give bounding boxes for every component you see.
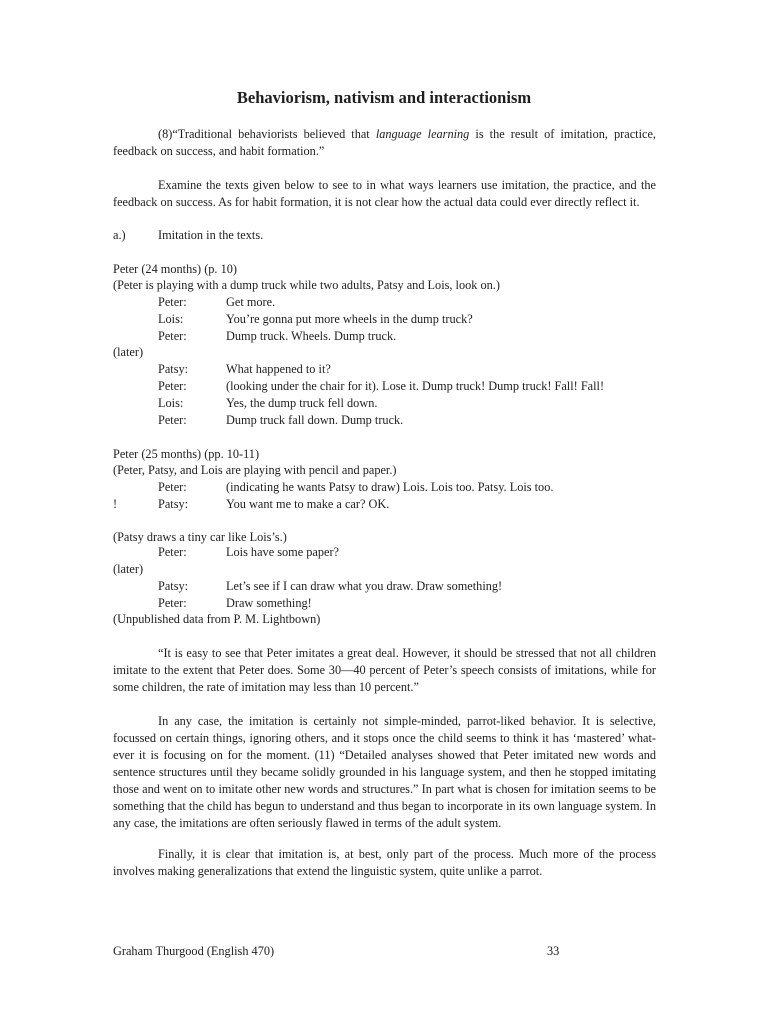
example2-later: (later) [113, 562, 144, 576]
example1-context: (Peter is playing with a dump truck while two adults, Patsy and Lois, look on.) [113, 278, 500, 292]
section-a-label: a.) [113, 228, 126, 242]
example2-heading: Peter (25 months) (pp. 10-11) [113, 447, 260, 461]
example1-later: (later) [113, 345, 144, 359]
footer-author: Graham Thurgood (English 470) [113, 944, 275, 958]
dialogue-speaker: Peter: [158, 379, 187, 393]
dialogue-speaker: Patsy: [158, 497, 189, 511]
dialogue-speaker: Peter: [158, 545, 187, 559]
dialogue-speaker: Peter: [158, 596, 187, 610]
dialogue-utterance: (looking under the chair for it). Lose it. Dump truck! Dump truck! Fall! Fall! [226, 379, 605, 393]
example1-heading: Peter (24 months) (p. 10) [113, 262, 237, 276]
paragraph-conclusion: Finally, it is clear that imitation is, at best, only part of the process. Much more of the process involves making generalizations that extend the linguistic system, quite unlike a parrot. [113, 847, 656, 878]
paragraph-imitation-rate: “It is easy to see that Peter imitates a great deal. However, it should be stressed that not all children imitate to the extent that Peter does. Some 30—40 percent of Peter’s speech consists of imitations, while for some children, the rate of imitation may less than 10 percent.” [113, 646, 656, 694]
dialogue-utterance: (indicating he wants Patsy to draw) Lois. Lois too. Patsy. Lois too. [226, 480, 554, 494]
page-title: Behaviorism, nativism and interactionism [236, 88, 532, 107]
dialogue-speaker: Peter: [158, 295, 187, 309]
intro-text-start: (8)“Traditional behaviorists believed that [158, 127, 376, 141]
dialogue-speaker: Lois: [158, 396, 184, 410]
dialogue-speaker: Lois: [158, 312, 184, 326]
paragraph-selective-imitation: In any case, the imitation is certainly not simple-minded, parrot-liked behavior. It is selective, focussed on certain things, ignoring others, and it stops once the child seems to think it has ‘mastered’ whatever it is focusing on for the moment. (11) “Detailed analyses showed that Peter imitated new words and sentence structures until they became solidly grounded in his language system, and then he stopped imitating those and went on to imitate other new words and structures.” In part what is chosen for imitation seems to be something that the child has begun to understand and thus began to incorporate in its own language system. In any case, the imitations are often seriously flawed in terms of the adult system. [113, 714, 656, 830]
dialogue-utterance: Draw something! [226, 596, 312, 610]
dialogue-speaker: Peter: [158, 329, 187, 343]
example2-context: (Peter, Patsy, and Lois are playing with pencil and paper.) [113, 463, 397, 477]
intro-emphasis: language learning [375, 127, 470, 141]
section-a-text: Imitation in the texts. [158, 228, 264, 242]
dialogue-utterance: Let’s see if I can draw what you draw. Draw something! [226, 579, 503, 593]
dialogue-utterance: Get more. [226, 295, 276, 309]
dialogue-utterance: Dump truck fall down. Dump truck. [226, 413, 404, 427]
dialogue-speaker: Patsy: [158, 579, 189, 593]
example2-context-2: (Patsy draws a tiny car like Lois’s.) [113, 530, 287, 544]
dialogue-speaker: Peter: [158, 480, 187, 494]
dialogue-utterance: You’re gonna put more wheels in the dump truck? [226, 312, 473, 326]
dialogue-speaker: Peter: [158, 413, 187, 427]
dialogue-utterance: You want me to make a car? OK. [226, 497, 390, 511]
dialogue-utterance: Dump truck. Wheels. Dump truck. [226, 329, 397, 343]
intro-text-end: is the result of imitation, practice, feedback on success, and habit formation.” [113, 127, 657, 158]
intro-paragraph [113, 126, 656, 160]
page-number: 33 [547, 944, 560, 958]
dialogue-utterance: What happened to it? [226, 362, 331, 376]
dialogue-utterance: Yes, the dump truck fell down. [226, 396, 378, 410]
dialogue-utterance: Lois have some paper? [226, 545, 340, 559]
dialogue-speaker: Patsy: [158, 362, 189, 376]
margin-mark: ! [113, 497, 118, 511]
examine-paragraph: Examine the texts given below to see to in what ways learners use imitation, the practice, and the feedback on success. As for habit formation, it is not clear how the actual data could ever directly reflect it. [113, 178, 656, 209]
data-source: (Unpublished data from P. M. Lightbown) [113, 612, 321, 626]
